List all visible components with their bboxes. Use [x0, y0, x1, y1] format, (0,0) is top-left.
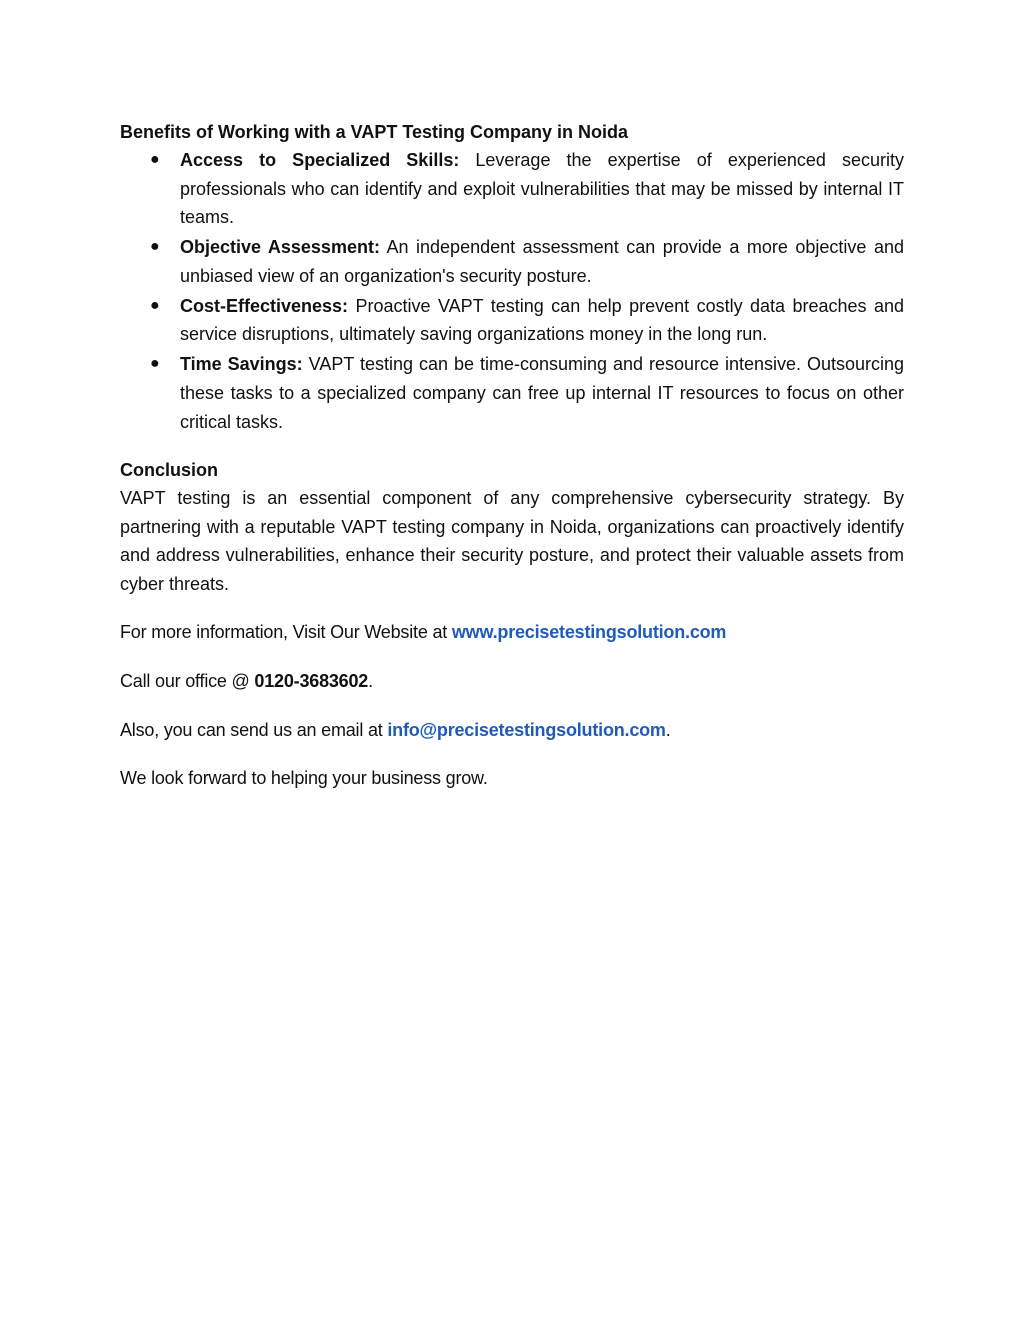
- benefit-text: An independent assessment can provide a more objective and unbiased view of an organization's security posture.: [180, 237, 904, 286]
- website-link[interactable]: www.precisetestingsolution.com: [451, 622, 727, 643]
- email-prefix: Also, you can send us an email at: [120, 719, 388, 740]
- benefits-heading: Benefits of Working with a VAPT Testing Company in Noida: [120, 122, 629, 142]
- benefit-item-objective-assessment: [120, 233, 904, 290]
- benefit-term: Time Savings:: [180, 354, 303, 375]
- benefit-term: Cost-Effectiveness:: [180, 295, 349, 316]
- benefit-text: Leverage the expertise of experienced security professionals who can identify and exploit vulnerabilities that may be missed by internal IT teams.: [180, 150, 904, 228]
- closing-line: We look forward to helping your business grow.: [120, 768, 488, 789]
- conclusion-paragraph: VAPT testing is an essential component of any comprehensive cybersecurity strategy. By partnering with a reputable VAPT testing company in Noida, organizations can proactively identify and address vulnerabilities, enhance their security posture, and protect their valuable assets from cyber threats.: [120, 488, 904, 594]
- email-suffix: .: [665, 719, 671, 740]
- email-line: [120, 716, 904, 745]
- bullet-icon: ●: [150, 151, 160, 168]
- benefit-item-specialized-skills: [120, 146, 904, 232]
- bullet-icon: ●: [150, 355, 160, 373]
- benefit-item-time-savings: [120, 350, 904, 436]
- phone-suffix: .: [368, 671, 373, 692]
- benefit-text: Proactive VAPT testing can help prevent costly data breaches and service disruptions, ultimately saving organizations money in the long run.: [180, 295, 904, 345]
- benefit-item-cost-effectiveness: [120, 292, 904, 349]
- phone-line: [120, 667, 904, 696]
- document-page: [120, 118, 904, 813]
- phone-prefix: Call our office @: [120, 671, 255, 692]
- email-link[interactable]: info@precisetestingsolution.com: [387, 719, 666, 740]
- benefits-list: [120, 146, 904, 436]
- bullet-icon: ●: [150, 238, 160, 256]
- bullet-icon: ●: [150, 296, 160, 314]
- conclusion-heading: Conclusion: [120, 460, 218, 481]
- phone-number: 0120-3683602: [254, 671, 369, 692]
- benefit-term: Access to Specialized Skills:: [180, 150, 460, 170]
- website-prefix: For more information, Visit Our Website at: [120, 622, 452, 643]
- website-line: [120, 618, 904, 647]
- benefit-term: Objective Assessment:: [180, 237, 380, 258]
- benefit-text: VAPT testing can be time-consuming and resource intensive. Outsourcing these tasks to a specialized company can free up internal IT resources to focus on other critical tasks.: [180, 354, 905, 432]
